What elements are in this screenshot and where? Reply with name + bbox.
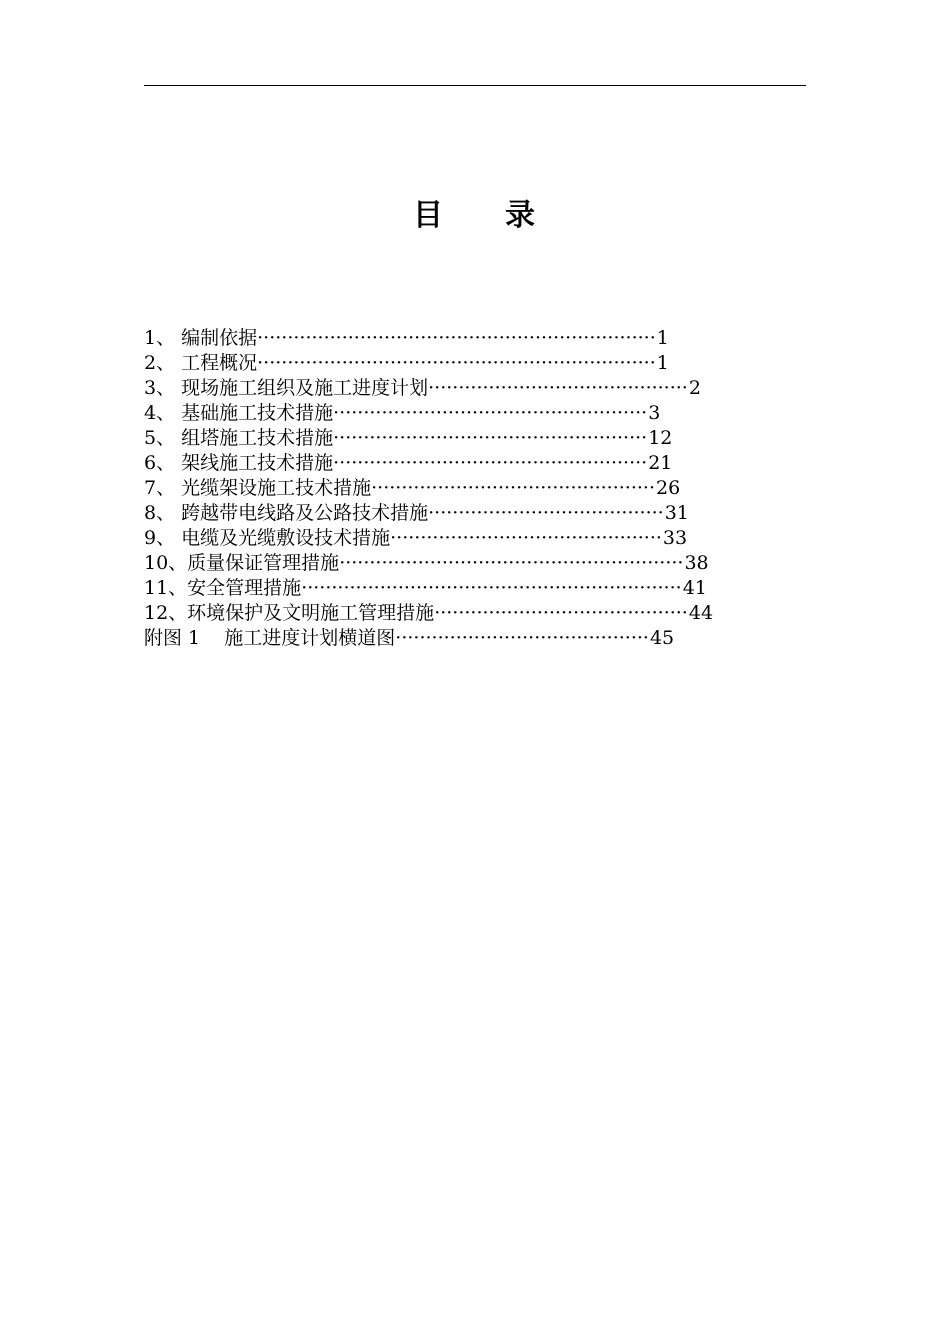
page-title-char-2: 录 bbox=[505, 198, 537, 233]
toc-entry-11[interactable] bbox=[144, 576, 824, 601]
toc-entry-6[interactable] bbox=[144, 451, 824, 476]
toc-entry-page: 31 bbox=[664, 502, 689, 524]
toc-entry-page: 12 bbox=[648, 427, 673, 449]
toc-entry-1[interactable] bbox=[144, 326, 824, 351]
toc-entry-3[interactable] bbox=[144, 376, 824, 401]
toc-entry-text: 5、 组塔施工技术措施 bbox=[144, 427, 334, 449]
page-title bbox=[0, 196, 950, 236]
toc-entry-text: 7、 光缆架设施工技术措施 bbox=[144, 477, 372, 499]
toc-entry-leader: ·········································· bbox=[434, 602, 688, 624]
toc-entry-page: 38 bbox=[684, 552, 709, 574]
toc-entry-page: 1 bbox=[656, 352, 669, 374]
toc-entry-text: 2、 工程概况 bbox=[144, 352, 258, 374]
toc-entry-text: 1、 编制依据 bbox=[144, 327, 258, 349]
toc-entry-leader: ··············································· bbox=[371, 477, 655, 499]
toc-entry-text: 12、环境保护及文明施工管理措施 bbox=[144, 602, 435, 624]
header-rule bbox=[144, 85, 806, 86]
toc-entry-2[interactable] bbox=[144, 351, 824, 376]
toc-entry-page: 21 bbox=[648, 452, 673, 474]
toc-entry-9[interactable] bbox=[144, 526, 824, 551]
toc-entry-leader: ·········································· bbox=[395, 627, 649, 649]
toc-entry-text: 附图 1 施工进度计划横道图 bbox=[144, 627, 396, 649]
toc-entry-appendix-1[interactable] bbox=[144, 626, 824, 651]
toc-entry-page: 2 bbox=[688, 377, 701, 399]
toc-entry-12[interactable] bbox=[144, 601, 824, 626]
toc-entry-leader: ······························································· bbox=[301, 577, 682, 599]
table-of-contents bbox=[144, 326, 824, 651]
toc-entry-4[interactable] bbox=[144, 401, 824, 426]
toc-entry-7[interactable] bbox=[144, 476, 824, 501]
toc-entry-text: 10、质量保证管理措施 bbox=[144, 552, 340, 574]
toc-entry-leader: ············································· bbox=[390, 527, 662, 549]
toc-entry-leader: ························································· bbox=[339, 552, 684, 574]
toc-entry-page: 33 bbox=[662, 527, 688, 549]
toc-entry-text: 4、 基础施工技术措施 bbox=[144, 402, 334, 424]
toc-entry-10[interactable] bbox=[144, 551, 824, 576]
toc-entry-8[interactable] bbox=[144, 501, 824, 526]
toc-entry-leader: ··········································· bbox=[428, 377, 688, 399]
toc-entry-text: 11、安全管理措施 bbox=[144, 577, 302, 599]
toc-entry-leader: ·································································· bbox=[257, 327, 656, 349]
toc-entry-page: 45 bbox=[649, 627, 675, 649]
toc-entry-leader: ·································································· bbox=[257, 352, 656, 374]
toc-entry-text: 9、 电缆及光缆敷设技术措施 bbox=[144, 527, 391, 549]
toc-entry-leader: ···················································· bbox=[333, 402, 648, 424]
toc-entry-leader: ······································· bbox=[428, 502, 664, 524]
toc-entry-leader: ···················································· bbox=[333, 452, 648, 474]
toc-entry-leader: ···················································· bbox=[333, 427, 648, 449]
toc-entry-text: 3、 现场施工组织及施工进度计划 bbox=[144, 377, 429, 399]
toc-entry-page: 44 bbox=[688, 602, 714, 624]
toc-entry-page: 1 bbox=[656, 327, 669, 349]
toc-entry-page: 26 bbox=[656, 477, 681, 499]
toc-entry-5[interactable] bbox=[144, 426, 824, 451]
page-title-char-1: 目 bbox=[413, 198, 445, 233]
toc-entry-text: 8、 跨越带电线路及公路技术措施 bbox=[144, 502, 429, 524]
toc-entry-page: 3 bbox=[648, 402, 661, 424]
toc-entry-text: 6、 架线施工技术措施 bbox=[144, 452, 334, 474]
toc-entry-page: 41 bbox=[682, 577, 707, 599]
